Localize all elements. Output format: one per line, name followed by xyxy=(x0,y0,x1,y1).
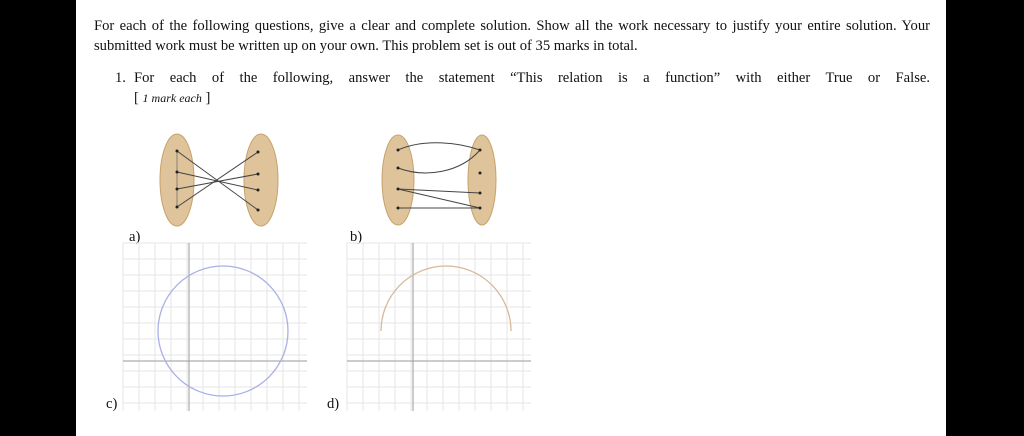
figure-label-c: c) xyxy=(106,396,118,412)
domain-point xyxy=(397,207,400,210)
question-marks xyxy=(134,90,210,107)
marks-close-bracket: ] xyxy=(205,90,211,106)
domain-point xyxy=(176,150,179,153)
question-number: 1. xyxy=(115,70,126,86)
range-point xyxy=(479,192,482,195)
range-point xyxy=(257,189,260,192)
domain-point xyxy=(397,188,400,191)
figure-label-b: b) xyxy=(350,229,363,245)
domain-point xyxy=(176,171,179,174)
mapping-diagram-a xyxy=(156,132,276,232)
instructions-paragraph: For each of the following questions, give a clear and complete solution. Show all the work necessary to justify your entire solution. Your submitted work must be written up on your own. This problem set is out of 35 marks in total. xyxy=(94,18,930,54)
range-point xyxy=(257,209,260,212)
range-point xyxy=(479,172,482,175)
marks-open-bracket: [ xyxy=(134,90,139,106)
range-point xyxy=(257,173,260,176)
graph-c xyxy=(123,243,307,413)
question-text: For each of the following, answer the statement “This relation is a function” with either True or False. xyxy=(134,70,930,86)
domain-point xyxy=(397,149,400,152)
domain-point xyxy=(397,167,400,170)
range-oval xyxy=(468,135,496,225)
figure-label-a: a) xyxy=(129,229,141,245)
range-point xyxy=(479,207,482,210)
figure-label-d: d) xyxy=(327,396,340,412)
range-point xyxy=(479,149,482,152)
grid xyxy=(347,243,531,411)
document-page xyxy=(76,0,946,436)
mapping-diagram-b xyxy=(380,133,500,233)
graph-d xyxy=(347,243,531,413)
domain-point xyxy=(176,188,179,191)
grid xyxy=(123,243,307,411)
mapping-arrow xyxy=(398,143,480,150)
marks-text: 1 mark each xyxy=(142,91,202,105)
domain-point xyxy=(176,206,179,209)
range-point xyxy=(257,151,260,154)
range-oval xyxy=(244,134,278,226)
circle-curve xyxy=(158,266,288,396)
